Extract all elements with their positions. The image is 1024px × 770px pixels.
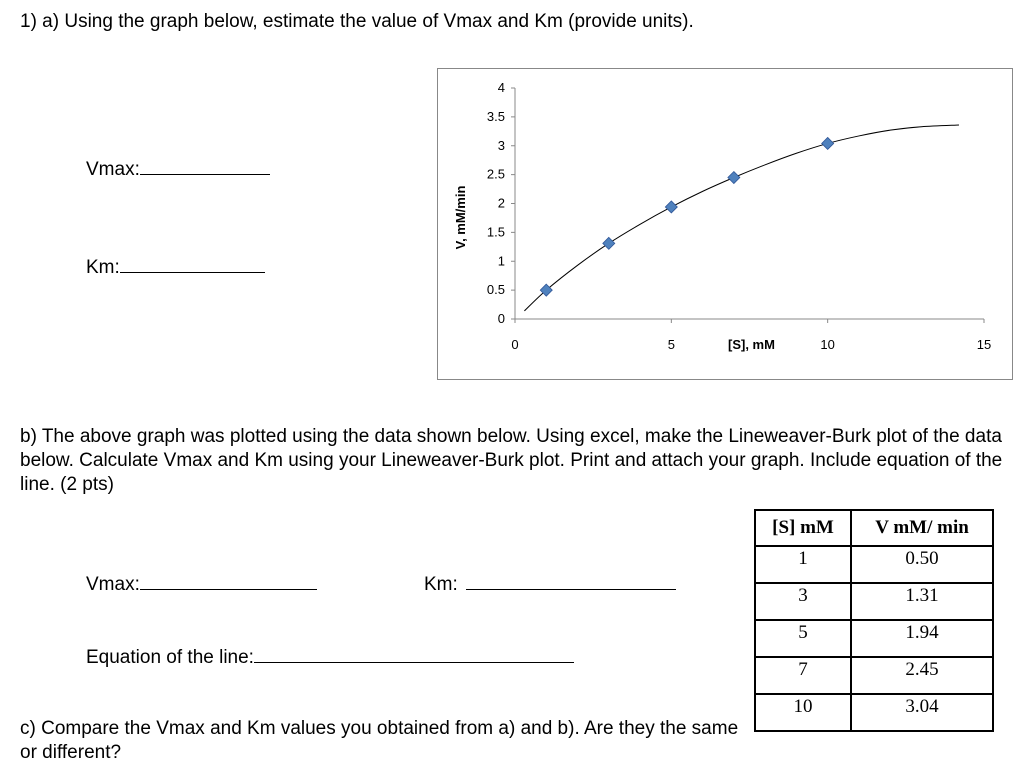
data-points — [540, 137, 833, 296]
michaelis-menten-chart — [437, 68, 1013, 380]
y-tick-label: 4 — [497, 80, 505, 95]
y-tick-label: 0 — [497, 311, 505, 326]
table-cell-s: 7 — [755, 657, 851, 694]
table-row — [755, 694, 993, 731]
y-axis-title: V, mM/min — [453, 185, 468, 250]
y-tick-label: 3 — [497, 137, 505, 153]
equation-row — [86, 644, 574, 670]
table-row — [755, 583, 993, 620]
question-b: b) The above graph was plotted using the data shown below. Using excel, make the Lineweaver-Burk plot of the data below. Calculate Vmax and Km using your Lineweaver-Burk plot. Print and attach your graph. Include equation of the line. (2 pts) — [20, 426, 1003, 495]
vmax-b-row — [86, 571, 317, 597]
question-a: 1) a) Using the graph below, estimate the value of Vmax and Km (provide units). — [20, 11, 694, 32]
table-cell-s: 10 — [755, 694, 851, 731]
data-point — [665, 201, 677, 213]
table-cell-s: 3 — [755, 583, 851, 620]
table-header-s: [S] mM — [755, 510, 851, 546]
trendline-curve — [524, 125, 959, 311]
data-point — [603, 237, 615, 249]
table-cell-v: 2.45 — [851, 657, 993, 694]
x-tick-label: 5 — [667, 337, 675, 352]
table-cell-v: 1.94 — [851, 620, 993, 657]
substrate-velocity-table — [754, 509, 994, 732]
km-b-answer-blank[interactable] — [466, 571, 676, 590]
table-header-v: V mM/ min — [851, 510, 993, 546]
table-row — [755, 657, 993, 694]
data-point — [728, 172, 740, 184]
chart-axes — [515, 88, 984, 319]
question-c: c) Compare the Vmax and Km values you obtained from a) and b). Are they the same or different? — [20, 718, 739, 763]
vmax-a-row — [86, 156, 270, 182]
x-tick-label: 0 — [511, 337, 519, 352]
km-a-label: Km: — [86, 257, 120, 278]
equation-label: Equation of the line: — [86, 647, 254, 668]
data-point — [822, 137, 834, 149]
vmax-b-label: Vmax: — [86, 574, 140, 595]
table-cell-s: 5 — [755, 620, 851, 657]
km-a-answer-blank[interactable] — [120, 254, 265, 273]
table-cell-s: 1 — [755, 546, 851, 583]
vmax-a-label: Vmax: — [86, 159, 140, 180]
vmax-b-answer-blank[interactable] — [140, 571, 317, 590]
x-tick-label: 15 — [976, 337, 992, 352]
y-tick-label: 0.5 — [486, 282, 505, 298]
table-cell-v: 1.31 — [851, 583, 993, 620]
y-tick-label: 3.5 — [486, 108, 505, 124]
chart-plot-area — [438, 69, 1012, 379]
table-header-row — [755, 510, 993, 546]
x-tick-label: 10 — [820, 337, 835, 352]
table-cell-v: 3.04 — [851, 694, 993, 731]
table-row — [755, 620, 993, 657]
y-tick-label: 1 — [497, 253, 505, 269]
km-b-label: Km: — [424, 574, 458, 595]
table-cell-v: 0.50 — [851, 546, 993, 583]
km-b-row — [424, 571, 676, 597]
y-axis-ticks — [487, 80, 515, 326]
y-tick-label: 2.5 — [486, 166, 505, 182]
x-axis-title: [S], mM — [728, 337, 775, 352]
y-tick-label: 1.5 — [486, 224, 505, 240]
equation-answer-blank[interactable] — [254, 644, 574, 663]
table-row — [755, 546, 993, 583]
km-a-row — [86, 254, 265, 280]
y-tick-label: 2 — [497, 195, 505, 211]
vmax-a-answer-blank[interactable] — [140, 156, 270, 175]
